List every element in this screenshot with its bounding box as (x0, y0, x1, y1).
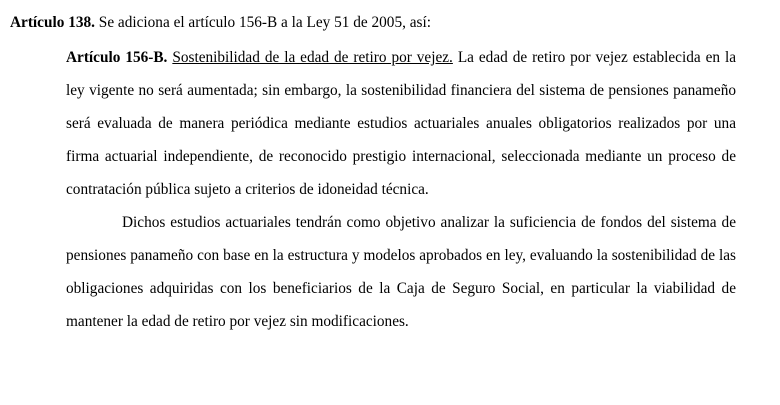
provision-paragraph (66, 41, 736, 206)
second-paragraph: Dichos estudios actuariales tendrán como objetivo analizar la suficiencia de fondos del sistema de pensiones panameño con base en la estructura y modelos aprobados en ley, evaluando la sostenibilidad de las obligaciones adquiridas con los beneficiarios de la Caja de Seguro Social, en particular la viabilidad de mantener la edad de retiro por vejez sin modificaciones. (66, 214, 736, 330)
provision-number-label: Artículo 156-B. (66, 49, 168, 66)
article-number-label: Artículo 138. (10, 14, 95, 31)
article-reference-text: Se adiciona el artículo 156-B a la Ley 51 de 2005, así: (94, 14, 431, 31)
provision-body-text: La edad de retiro por vejez establecida en la ley vigente no será aumentada; sin embargo, la sostenibilidad financiera del sistema de pensiones panameño será evaluada de manera periódica mediante estudios actuariales anuales obligatorios realizados por una firma actuarial independiente, de reconocido prestigio internacional, seleccionada mediante un proceso de contratación pública sujeto a criterios de idoneidad técnica. (66, 49, 737, 198)
provision-heading-label: Sostenibilidad de la edad de retiro por vejez. (172, 49, 453, 66)
article-reference-paragraph (10, 6, 736, 39)
